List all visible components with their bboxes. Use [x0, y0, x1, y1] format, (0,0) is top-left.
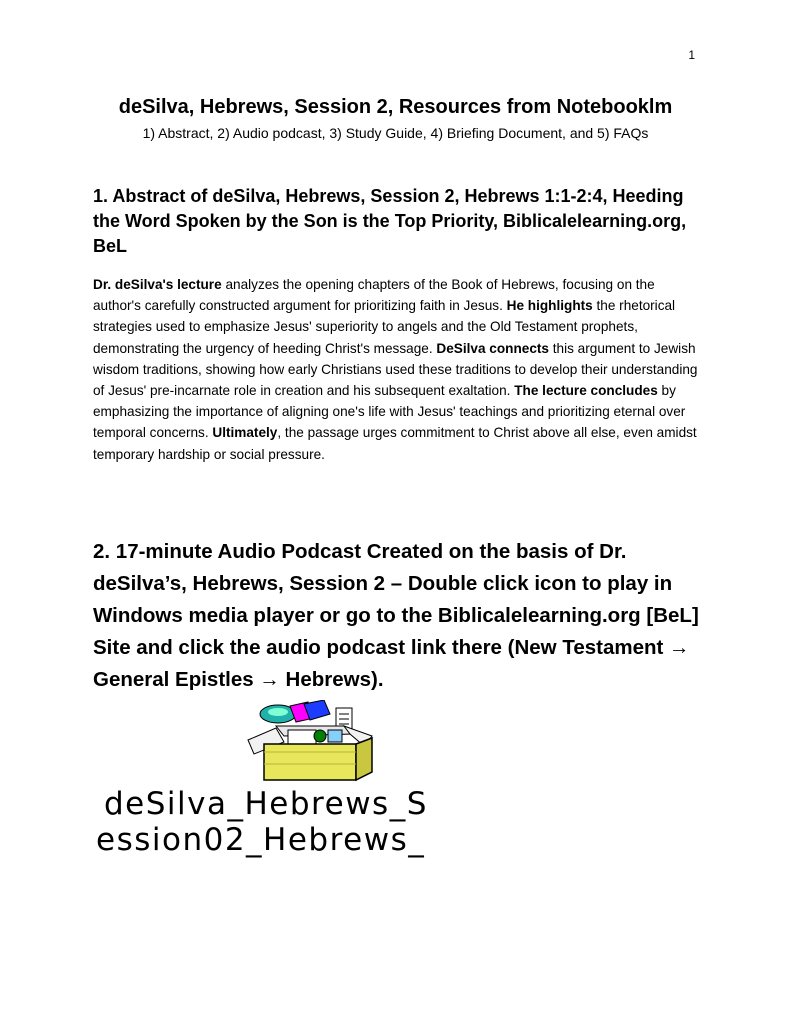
abstract-heading: 1. Abstract of deSilva, Hebrews, Session 2, Hebrews 1:1-2:4, Heeding the Word Spoken by the Son is the Top Priority, Biblicalelearning.org, BeL [93, 186, 687, 256]
abstract-bold-5: Ultimately [212, 425, 278, 441]
podcast-heading-part1: 2. 17-minute Audio Podcast Created on the basis of Dr. deSilva’s, Hebrews, Session 2 – Double click icon to play in Windows media player or go to the Biblicalelearning.org [BeL] Site and click the audio podcast link there (New Testament [93, 540, 699, 659]
abstract-paragraph [93, 274, 698, 465]
package-icon[interactable] [244, 700, 384, 784]
document-subtitle: 1) Abstract, 2) Audio podcast, 3) Study Guide, 4) Briefing Document, and 5) FAQs [142, 125, 649, 141]
abstract-bold-2: He highlights [506, 298, 593, 314]
podcast-heading-part3: Hebrews). [279, 668, 384, 691]
podcast-heading-part2: General Epistles [93, 668, 260, 691]
abstract-text-3: this argument to Jewish wisdom traditions, showing how early Christians used these traditions to develop their understanding of Jesus' pre-incarnate role in creation and his subsequent exaltation. [93, 340, 698, 399]
document-title: deSilva, Hebrews, Session 2, Resources from Notebooklm [118, 96, 673, 118]
arrow-right-icon: → [259, 668, 280, 691]
arrow-right-icon: → [669, 636, 690, 659]
abstract-text-2: the rhetorical strategies used to emphasize Jesus' superiority to angels and the Old Testament prophets, demonstrating the urgency of heeding Christ's message. [93, 298, 676, 356]
abstract-bold-3: DeSilva connects [436, 340, 549, 356]
podcast-heading [93, 536, 703, 696]
page-number: 1 [688, 48, 695, 62]
abstract-text-1: analyzes the opening chapters of the Book of Hebrews, focusing on the author's carefully constructed argument for prioritizing faith in Jesus. [93, 277, 655, 314]
abstract-bold-4: The lecture concludes [514, 383, 658, 399]
abstract-text-5: , the passage urges commitment to Christ above all else, even amidst temporary hardship or social pressure. [93, 425, 697, 462]
abstract-bold-1: Dr. deSilva's lecture [93, 277, 222, 292]
abstract-text-4: by emphasizing the importance of aligning one's life with Jesus' teachings and prioritizing eternal over temporal concerns. [93, 383, 686, 441]
attachment-filename-line1[interactable]: deSilva_Hebrews_S [104, 786, 428, 822]
attachment-filename-line2[interactable]: ession02_Hebrews_ [96, 822, 426, 858]
